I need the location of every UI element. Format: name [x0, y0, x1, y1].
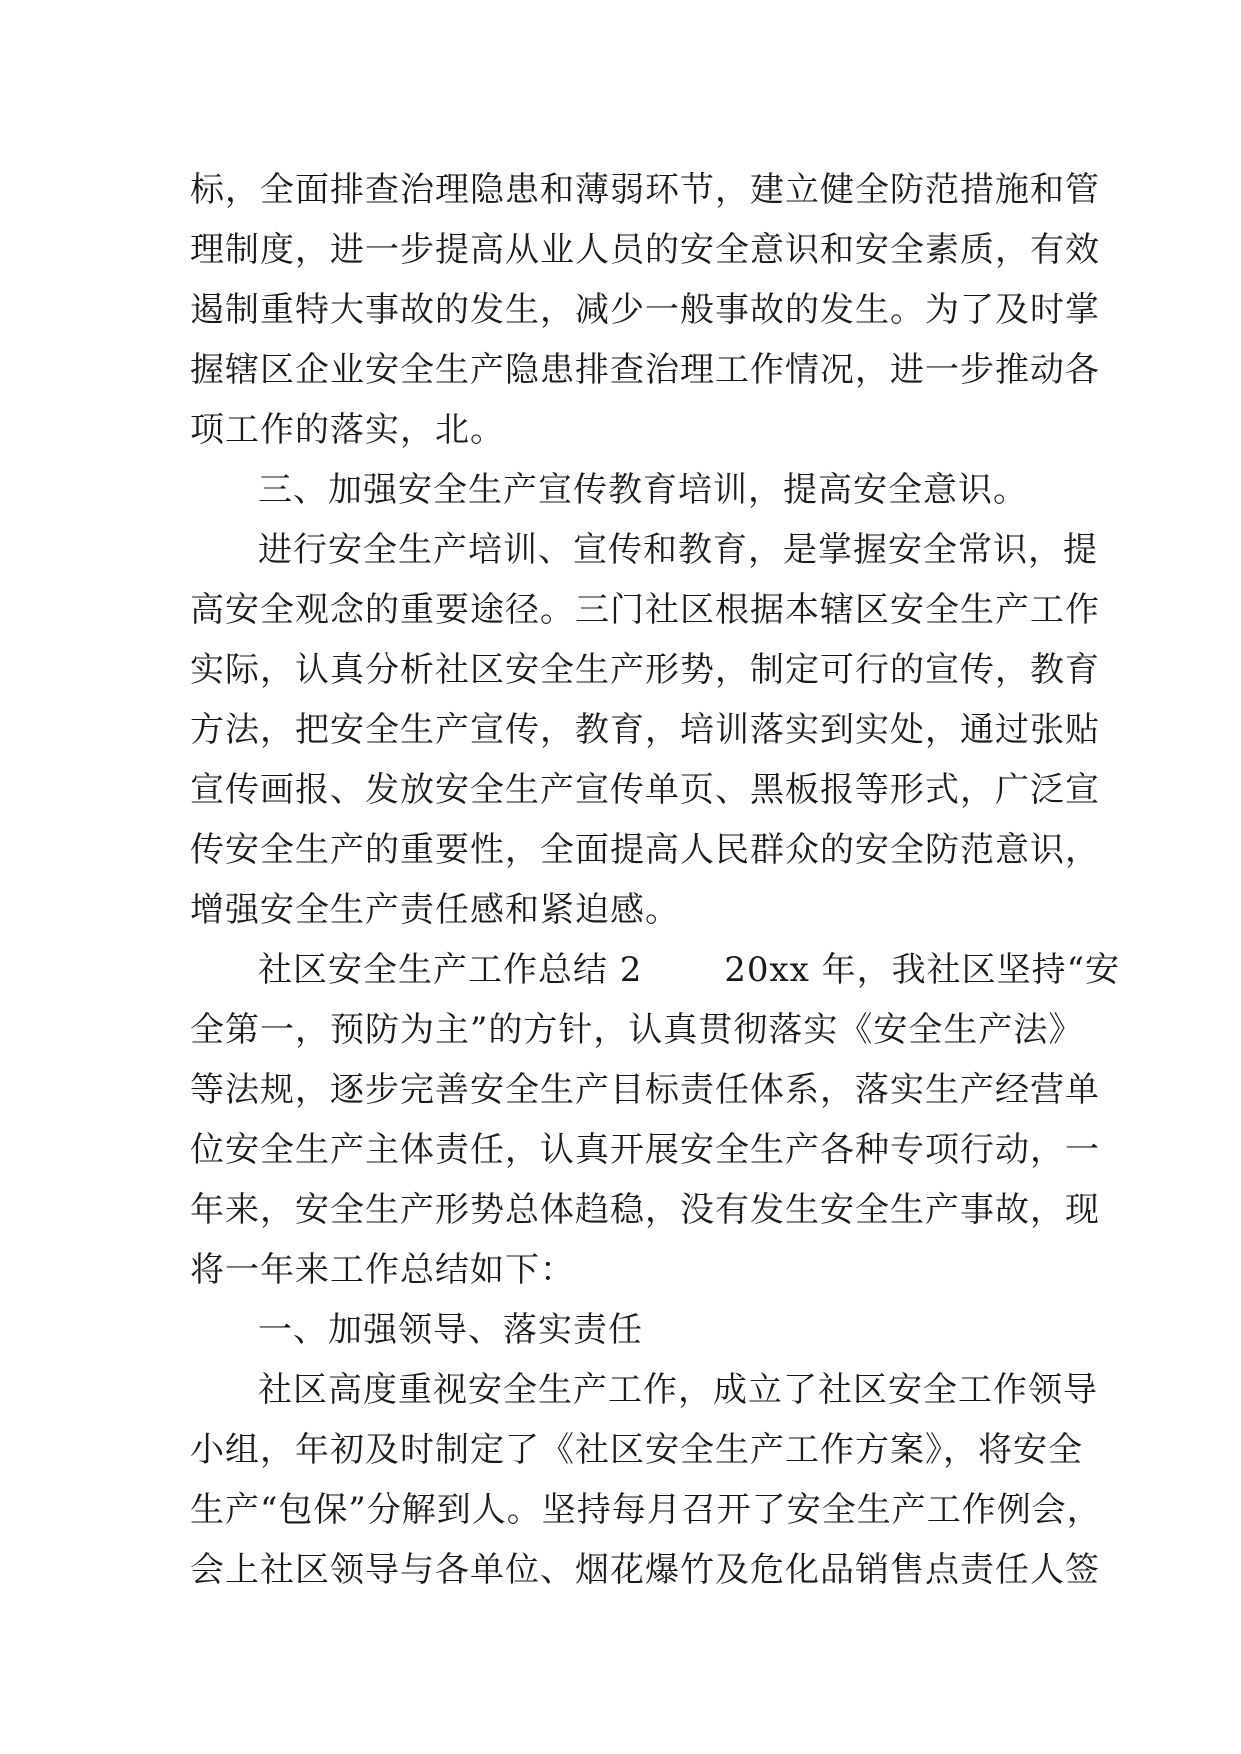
- paragraph-line: 握辖区企业安全生产隐患排查治理工作情况，进一步推动各: [190, 350, 1100, 390]
- paragraph-line: 年来，安全生产形势总体趋稳，没有发生安全生产事故，现: [190, 1190, 1100, 1230]
- paragraph-line: 会上社区领导与各单位、烟花爆竹及危化品销售点责任人签: [190, 1550, 1100, 1590]
- section-heading: 三、加强安全生产宣传教育培训，提高安全意识。: [258, 470, 1028, 510]
- paragraph-line: 方法，把安全生产宣传，教育，培训落实到实处，通过张贴: [190, 710, 1100, 750]
- paragraph-line: 实际，认真分析社区安全生产形势，制定可行的宣传，教育: [190, 650, 1100, 690]
- paragraph-line: 理制度，进一步提高从业人员的安全意识和安全素质，有效: [190, 230, 1100, 270]
- paragraph-line: 社区高度重视安全生产工作，成立了社区安全工作领导: [258, 1370, 1098, 1410]
- document-body: [190, 160, 1121, 1600]
- paragraph-line: 传安全生产的重要性，全面提高人民群众的安全防范意识，: [190, 830, 1100, 870]
- paragraph-line: 进行安全生产培训、宣传和教育，是掌握安全常识，提: [258, 530, 1098, 570]
- paragraph-line: 生产“包保”分解到人。坚持每月召开了安全生产工作例会，: [190, 1490, 1102, 1530]
- paragraph-line: 将一年来工作总结如下：: [190, 1250, 575, 1290]
- paragraph-line: 位安全生产主体责任，认真开展安全生产各种专项行动，一: [190, 1130, 1100, 1170]
- paragraph-line: 标，全面排查治理隐患和薄弱环节，建立健全防范措施和管: [190, 170, 1100, 210]
- paragraph-line: 社区安全生产工作总结 2 20xx 年，我社区坚持“安: [258, 950, 1121, 990]
- section-heading: 一、加强领导、落实责任: [258, 1310, 643, 1350]
- paragraph-line: 遏制重特大事故的发生，减少一般事故的发生。为了及时掌: [190, 290, 1100, 330]
- paragraph-line: 项工作的落实，北。: [190, 410, 505, 450]
- paragraph-line: 等法规，逐步完善安全生产目标责任体系，落实生产经营单: [190, 1070, 1100, 1110]
- paragraph-line: 增强安全生产责任感和紧迫感。: [190, 890, 680, 930]
- paragraph-line: 宣传画报、发放安全生产宣传单页、黑板报等形式，广泛宣: [190, 770, 1100, 810]
- paragraph-line: 全第一，预防为主”的方针，认真贯彻落实《安全生产法》: [190, 1010, 1084, 1050]
- paragraph-line: 小组，年初及时制定了《社区安全生产工作方案》，将安全: [190, 1430, 1083, 1470]
- paragraph-line: 高安全观念的重要途径。三门社区根据本辖区安全生产工作: [190, 590, 1100, 630]
